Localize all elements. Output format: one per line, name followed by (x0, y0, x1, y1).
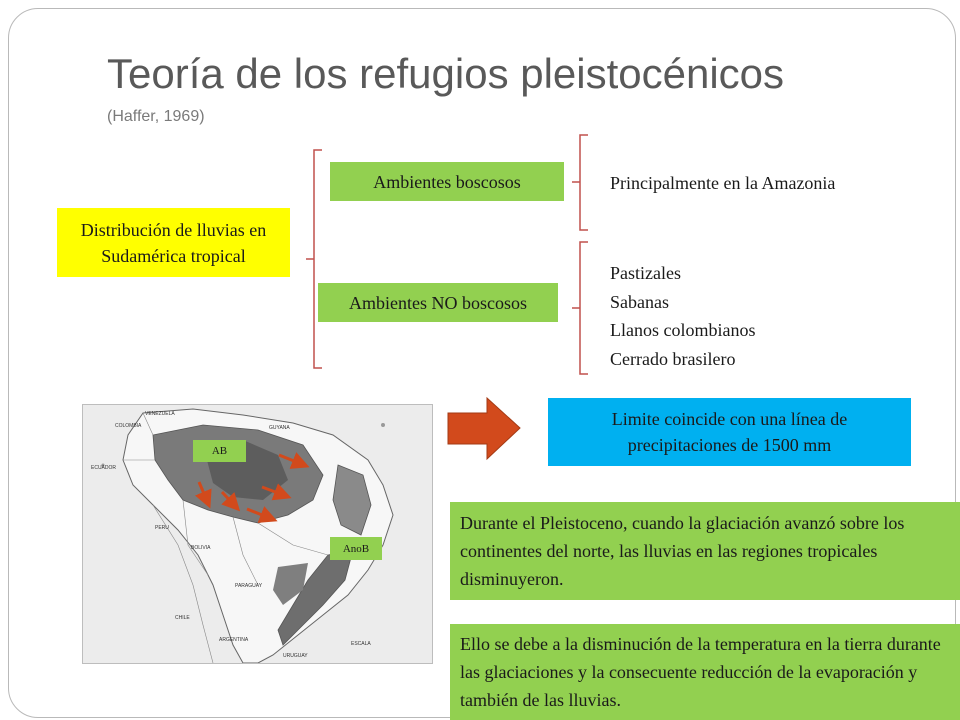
reason-text: Ello se debe a la disminución de la temperatura en la tierra durante las glaciaciones y la consecuente reducción de la evaporación y también de las lluvias. (460, 634, 941, 710)
arrow-icon (279, 455, 304, 465)
map-label: ECUADOR (91, 465, 117, 471)
tag-anob: AnoB (330, 537, 382, 560)
block-arrow-icon (448, 398, 520, 459)
map-label: CHILE (175, 615, 190, 621)
forest-label: Ambientes boscosos (373, 171, 521, 192)
map-label: BOLIVIA (191, 545, 211, 551)
arrow-icon (247, 509, 272, 519)
root-label: Distribución de lluvias en Sudamérica tropical (80, 219, 267, 266)
arrow-icon (262, 487, 286, 496)
list-item: Pastizales (610, 263, 681, 283)
list-item: Sabanas (610, 291, 669, 312)
list-item: Llanos colombianos (610, 320, 756, 340)
arrow-icon (222, 492, 236, 507)
nonforest-label: Ambientes NO boscosos (349, 292, 527, 313)
map-label: VENEZUELA (145, 411, 175, 417)
map-label: PARAGUAY (235, 583, 263, 589)
slide-title: Teoría de los refugios pleistocénicos (107, 50, 785, 97)
map-label: GUYANA (269, 425, 290, 431)
forest-detail: Principalmente en la Amazonia (610, 173, 836, 193)
list-item: Cerrado brasilero (610, 348, 736, 369)
reason-callout (450, 624, 960, 720)
map-label: URUGUAY (283, 653, 308, 659)
map-label: PERU (155, 525, 169, 531)
map-label: ARGENTINA (219, 637, 249, 643)
arrow-icon (199, 482, 208, 503)
slide-subtitle: (Haffer, 1969) (107, 108, 205, 125)
pleistocene-callout (450, 502, 960, 600)
map-label: ESCALA (351, 641, 371, 647)
map-label: COLOMBIA (115, 423, 142, 429)
limit-callout (548, 398, 911, 466)
pleistocene-text: Durante el Pleistoceno, cuando la glaciación avanzó sobre los continentes del norte, las lluvias en las regiones tropicales disminuyeron. (460, 513, 905, 589)
tag-ab: AB (193, 440, 246, 462)
limit-text: Limite coincide con una línea de precipitaciones de 1500 mm (611, 409, 848, 455)
